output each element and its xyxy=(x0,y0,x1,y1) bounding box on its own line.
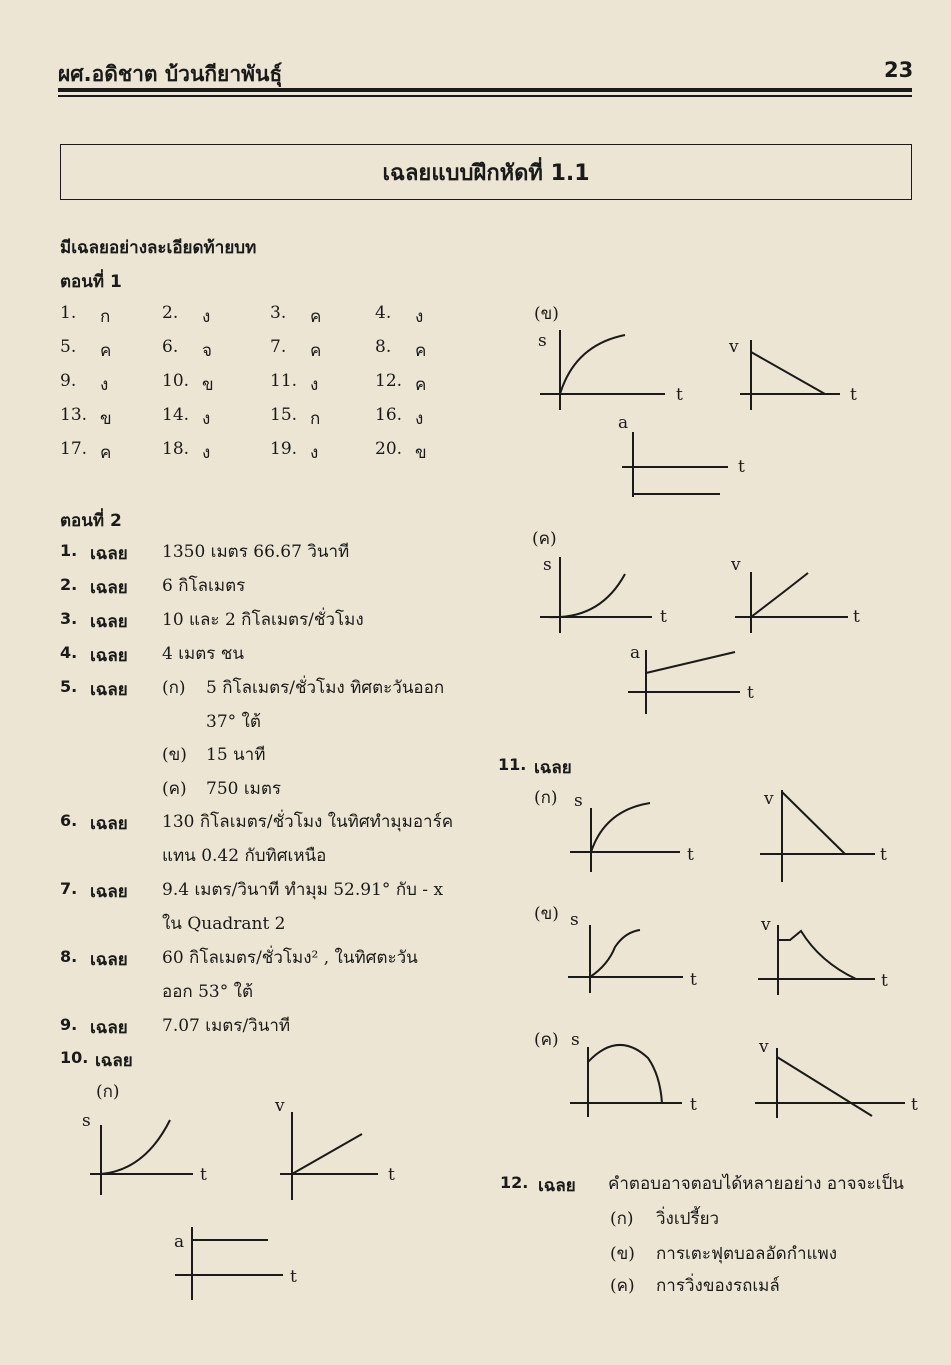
part1-item-answer: จ xyxy=(202,341,212,361)
part1-item-answer: ค xyxy=(100,443,112,463)
q6-answer-cont: แทน 0.42 กับทิศเหนือ xyxy=(162,846,327,866)
label-s: s xyxy=(570,910,579,930)
part1-item-answer: ค xyxy=(100,341,112,361)
q9-graph-kho-label: (ค) xyxy=(532,529,557,549)
part1-item-number: 8. xyxy=(375,337,392,357)
label-t: t xyxy=(690,1095,697,1115)
q11-label: เฉลย xyxy=(534,758,572,778)
label-v: v xyxy=(731,555,741,575)
q12-c-answer: การวิ่งของรถเมล์ xyxy=(656,1276,780,1296)
part1-item-number: 6. xyxy=(162,337,179,357)
label-v: v xyxy=(275,1096,285,1116)
label-v: v xyxy=(764,789,774,809)
label-t: t xyxy=(880,845,887,865)
q5-a-label: (ก) xyxy=(162,678,186,698)
label-t: t xyxy=(687,845,694,865)
q9-answer: 7.07 เมตร/วินาที xyxy=(162,1016,291,1036)
part1-item-answer: ง xyxy=(202,443,211,463)
q12-a-answer: วิ่งเปรี้ยว xyxy=(656,1209,720,1229)
q5-a-answer-cont: 37° ใต้ xyxy=(206,712,261,732)
q1-label: เฉลย xyxy=(90,544,128,564)
label-s: s xyxy=(574,791,583,811)
q2-answer: 6 กิโลเมตร xyxy=(162,576,246,596)
q6-answer: 130 กิโลเมตร/ชั่วโมง ในทิศทำมุมอาร์ค xyxy=(162,812,454,832)
part1-item-number: 15. xyxy=(270,405,298,425)
part1-item-number: 7. xyxy=(270,337,287,357)
q10-number: 10. xyxy=(60,1048,89,1067)
part1-item-number: 10. xyxy=(162,371,190,391)
q12-c-label: (ค) xyxy=(610,1276,635,1296)
part1-item-answer: ข xyxy=(100,409,112,429)
label-t: t xyxy=(200,1165,207,1185)
q9-number: 9. xyxy=(60,1015,78,1034)
part1-item-number: 3. xyxy=(270,303,287,323)
part1-item-number: 18. xyxy=(162,439,190,459)
q8-answer: 60 กิโลเมตร/ชั่วโมง² , ในทิศตะวัน xyxy=(162,948,418,968)
label-s: s xyxy=(82,1111,91,1131)
part1-item-number: 4. xyxy=(375,303,392,323)
q6-label: เฉลย xyxy=(90,814,128,834)
q5-c-label: (ค) xyxy=(162,779,187,799)
part1-item-number: 14. xyxy=(162,405,190,425)
label-t: t xyxy=(388,1165,395,1185)
part1-item-answer: ค xyxy=(310,307,322,327)
part1-item-answer: ค xyxy=(415,375,427,395)
q8-number: 8. xyxy=(60,947,78,966)
part1-item-answer: ง xyxy=(310,375,319,395)
curve-s-t xyxy=(101,1120,170,1174)
part1-item-answer: ค xyxy=(415,341,427,361)
q5-b-label: (ข) xyxy=(162,745,187,765)
part1-item-number: 5. xyxy=(60,337,77,357)
q1-number: 1. xyxy=(60,541,78,560)
part1-item-number: 19. xyxy=(270,439,298,459)
q2-label: เฉลย xyxy=(90,578,128,598)
label-t: t xyxy=(290,1267,297,1287)
q12-number: 12. xyxy=(500,1173,529,1192)
part1-item-number: 11. xyxy=(270,371,298,391)
label-t: t xyxy=(850,385,857,405)
q5-b-answer: 15 นาที xyxy=(206,745,266,765)
q4-label: เฉลย xyxy=(90,646,128,666)
part1-item-answer: ง xyxy=(415,307,424,327)
label-t: t xyxy=(853,607,860,627)
part1-item-answer: ข xyxy=(202,375,214,395)
q12-a-label: (ก) xyxy=(610,1209,634,1229)
label-v: v xyxy=(761,915,771,935)
part1-item-answer: ง xyxy=(100,375,109,395)
label-v: v xyxy=(759,1037,769,1057)
part1-item-answer: ข xyxy=(415,443,427,463)
q12-answer: คำตอบอาจตอบได้หลายอย่าง อาจจะเป็น xyxy=(608,1174,904,1194)
line-v-t xyxy=(292,1134,362,1174)
q3-label: เฉลย xyxy=(90,612,128,632)
label-v: v xyxy=(729,337,739,357)
label-t: t xyxy=(911,1095,918,1115)
label-t: t xyxy=(881,971,888,991)
part1-item-answer: ง xyxy=(415,409,424,429)
part1-item-answer: ง xyxy=(202,409,211,429)
q10-label: เฉลย xyxy=(95,1051,133,1071)
q3-number: 3. xyxy=(60,609,78,628)
label-s: s xyxy=(571,1030,580,1050)
label-t: t xyxy=(738,457,745,477)
part1-item-number: 9. xyxy=(60,371,77,391)
q12-label: เฉลย xyxy=(538,1176,576,1196)
q5-label: เฉลย xyxy=(90,680,128,700)
part1-heading: ตอนที่ 1 xyxy=(60,272,122,292)
q12-b-answer: การเตะฟุตบอลอัดกำแพง xyxy=(656,1244,837,1264)
q4-number: 4. xyxy=(60,643,78,662)
part1-item-number: 2. xyxy=(162,303,179,323)
section-title: เฉลยแบบฝึกหัดที่ 1.1 xyxy=(382,160,590,186)
note: มีเฉลยอย่างละเอียดท้ายบท xyxy=(60,238,257,258)
part1-item-answer: ก xyxy=(100,307,111,327)
q4-answer: 4 เมตร ชน xyxy=(162,644,244,664)
q11-graph-kha-label: (ข) xyxy=(534,904,559,924)
q5-a-answer: 5 กิโลเมตร/ชั่วโมง ทิศตะวันออก xyxy=(206,678,445,698)
part1-item-number: 1. xyxy=(60,303,77,323)
q7-answer-cont: ใน Quadrant 2 xyxy=(162,914,286,934)
label-a: a xyxy=(174,1232,185,1252)
part2-heading: ตอนที่ 2 xyxy=(60,511,122,531)
part1-item-answer: ง xyxy=(202,307,211,327)
q11-graph-kho-label: (ค) xyxy=(534,1030,559,1050)
q5-number: 5. xyxy=(60,677,78,696)
part1-item-number: 17. xyxy=(60,439,88,459)
part1-item-number: 16. xyxy=(375,405,403,425)
q6-number: 6. xyxy=(60,811,78,830)
label-t: t xyxy=(676,385,683,405)
q11-number: 11. xyxy=(498,755,527,774)
part1-item-answer: ค xyxy=(310,341,322,361)
q3-answer: 10 และ 2 กิโลเมตร/ชั่วโมง xyxy=(162,610,364,630)
part1-item-number: 13. xyxy=(60,405,88,425)
q2-number: 2. xyxy=(60,575,78,594)
label-t: t xyxy=(690,970,697,990)
q8-label: เฉลย xyxy=(90,950,128,970)
q7-answer: 9.4 เมตร/วินาที ทำมุม 52.91° กับ - x xyxy=(162,880,444,900)
label-a: a xyxy=(630,643,641,663)
q1-answer: 1350 เมตร 66.67 วินาที xyxy=(162,542,350,562)
q7-number: 7. xyxy=(60,879,78,898)
q7-label: เฉลย xyxy=(90,882,128,902)
label-t: t xyxy=(660,607,667,627)
q9-graph-kha-label: (ข) xyxy=(534,304,559,324)
part1-item-answer: ง xyxy=(310,443,319,463)
running-header-author: ผศ.อดิชาต บ้วนกียาพันธุ์ xyxy=(58,62,283,86)
q10-graph-ka-label: (ก) xyxy=(96,1082,120,1102)
part1-item-answer: ก xyxy=(310,409,321,429)
page-number: 23 xyxy=(884,58,914,82)
part1-item-number: 12. xyxy=(375,371,403,391)
part1-item-number: 20. xyxy=(375,439,403,459)
label-s: s xyxy=(538,331,547,351)
label-a: a xyxy=(618,413,629,433)
label-t: t xyxy=(747,683,754,703)
q8-answer-cont: ออก 53° ใต้ xyxy=(162,982,253,1002)
label-s: s xyxy=(543,555,552,575)
q5-c-answer: 750 เมตร xyxy=(206,779,282,799)
q9-label: เฉลย xyxy=(90,1018,128,1038)
q11-graph-ka-label: (ก) xyxy=(534,788,558,808)
q12-b-label: (ข) xyxy=(610,1244,635,1264)
